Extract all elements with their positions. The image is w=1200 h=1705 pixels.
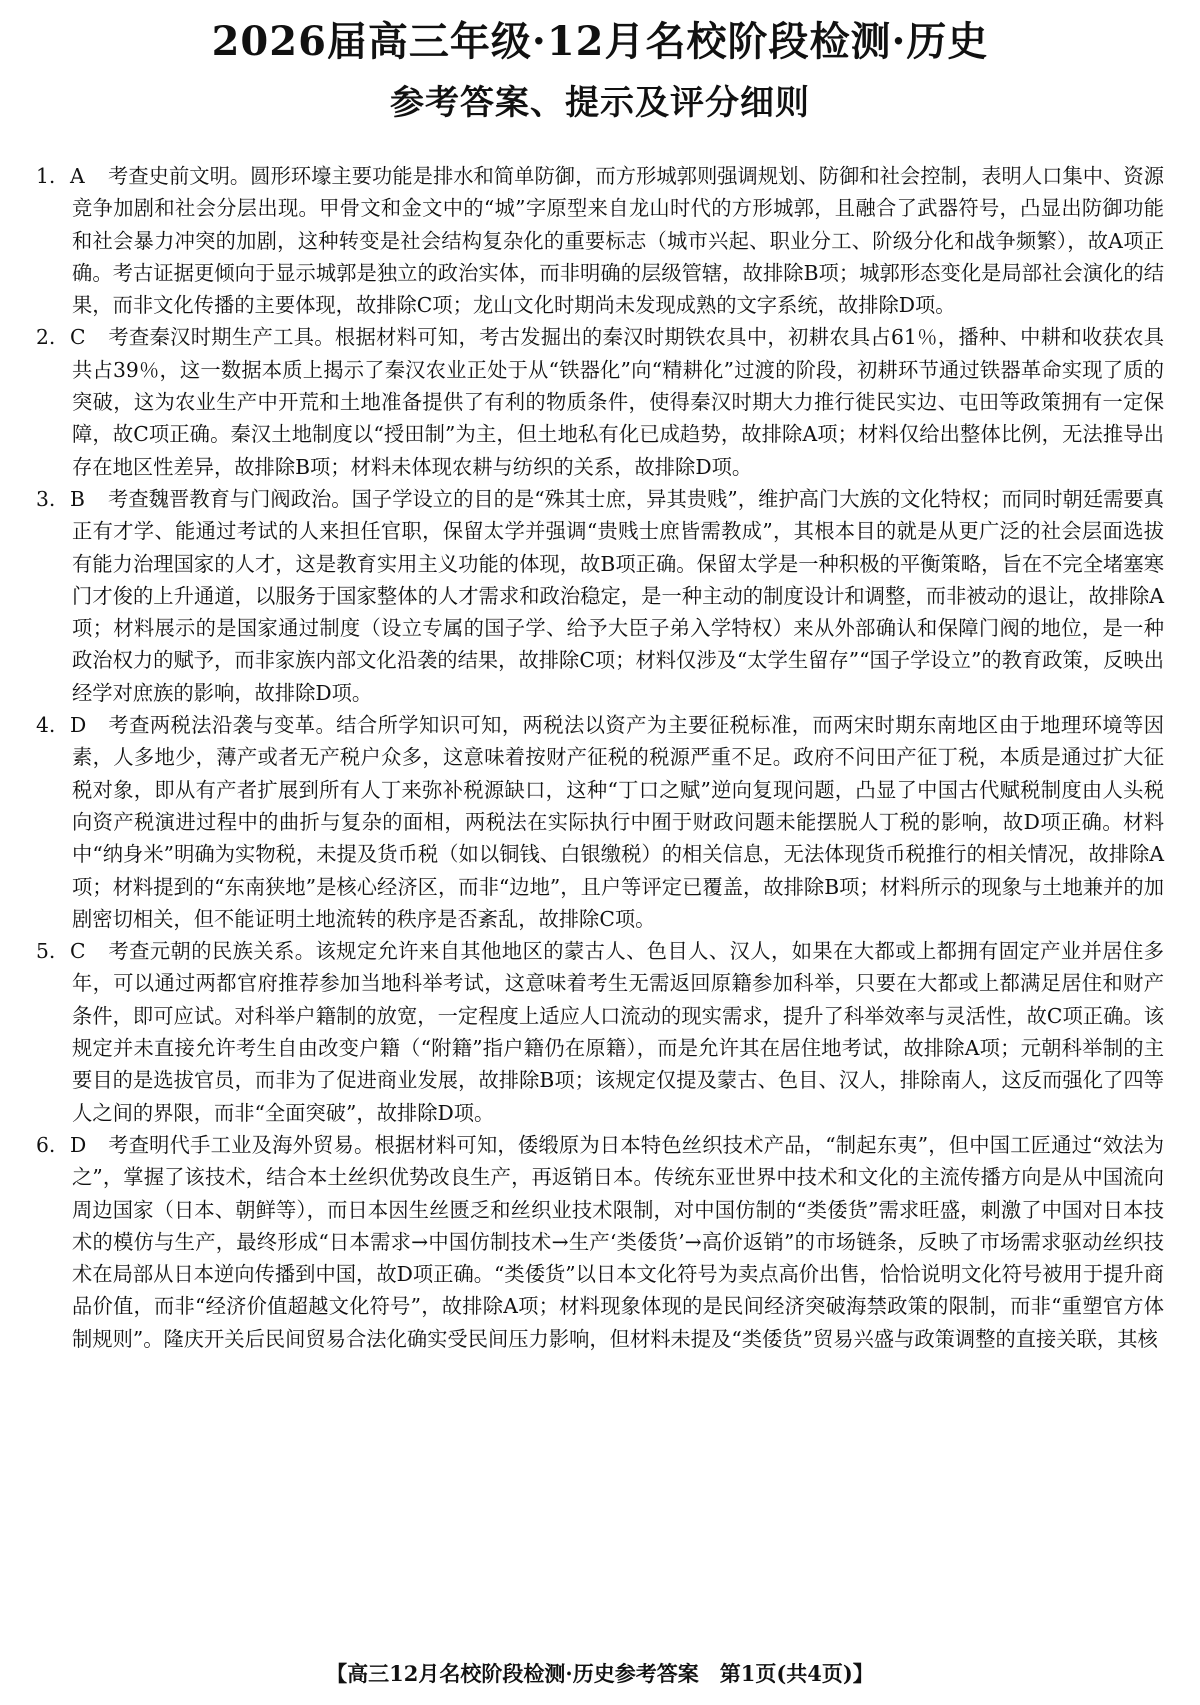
page-title: 2026届高三年级·12月名校阶段检测·历史 xyxy=(211,18,989,65)
answer-explanation: 考查史前文明。圆形环壕主要功能是排水和简单防御，而方形城郭则强调规划、防御和社会控制，表明人口集中、资源竞争加剧和社会分层出现。甲骨文和金文中的“城”字原型来自龙山时代的方形城郭，且融合了武器符号，凸显出防御功能和社会暴力冲突的加剧，这种转变是社会结构复杂化的重要标志（城市兴起、职业分工、阶级分化和战争频繁），故A项正确。考古证据更倾向于显示城郭是独立的政治实体，而非明确的层级管辖，故排除B项；城郭形态变化是局部社会演化的结果，而非文化传播的主要体现，故排除C项；龙山文化时期尚未发现成熟的文字系统，故排除D项。 xyxy=(72,164,1164,318)
answer-item-5 xyxy=(36,935,1164,1129)
answer-item-1 xyxy=(36,160,1164,321)
answer-key: D xyxy=(70,713,87,738)
answer-explanation: 考查秦汉时期生产工具。根据材料可知，考古发掘出的秦汉时期铁农具中，初耕农具占61％，播种、中耕和收获农具共占39％，这一数据本质上揭示了秦汉农业正处于从“铁器化”向“精耕化”过渡的阶段，初耕环节通过铁器革命实现了质的突破，这为农业生产中开荒和土地准备提供了有利的物质条件，使得秦汉时期大力推行徙民实边、屯田等政策拥有一定保障，故C项正确。秦汉土地制度以“授田制”为主，但土地私有化已成趋势，故排除A项；材料仅给出整体比例，无法推导出存在地区性差异，故排除B项；材料未体现农耕与纺织的关系，故排除D项。 xyxy=(72,325,1164,479)
answer-list xyxy=(36,160,1164,1355)
answer-explanation: 考查两税法沿袭与变革。结合所学知识可知，两税法以资产为主要征税标准，而两宋时期东南地区由于地理环境等因素，人多地少，薄产或者无产税户众多，这意味着按财产征税的税源严重不足。政府不问田产征丁税，本质是通过扩大征税对象，即从有产者扩展到所有人丁来弥补税源缺口，这种“丁口之赋”逆向复现问题，凸显了中国古代赋税制度由人头税向资产税演进过程中的曲折与复杂的面相，两税法在实际执行中囿于财政问题未能摆脱人丁税的影响，故D项正确。材料中“纳身米”明确为实物税，未提及货币税（如以铜钱、白银缴税）的相关信息，无法体现货币税推行的相关情况，故排除A项；材料提到的“东南狭地”是核心经济区，而非“边地”，且户等评定已覆盖，故排除B项；材料所示的现象与土地兼并的加剧密切相关，但不能证明土地流转的秩序是否紊乱，故排除C项。 xyxy=(72,713,1164,931)
answer-number: 4. xyxy=(36,713,56,738)
answer-key: D xyxy=(70,1132,87,1157)
page-footer: 【高三12月名校阶段检测·历史参考答案 第1页(共4页)】 xyxy=(326,1661,874,1686)
answer-number: 2. xyxy=(36,325,56,350)
answer-explanation: 考查魏晋教育与门阀政治。国子学设立的目的是“殊其士庶，异其贵贱”，维护高门大族的文化特权；而同时朝廷需要真正有才学、能通过考试的人来担任官职，保留太学并强调“贵贱士庶皆需教成”，其根本目的就是从更广泛的社会层面选拔有能力治理国家的人才，这是教育实用主义功能的体现，故B项正确。保留太学是一种积极的平衡策略，旨在不完全堵塞寒门才俊的上升通道，以服务于国家整体的人才需求和政治稳定，是一种主动的制度设计和调整，而非被动的退让，故排除A项；材料展示的是国家通过制度（设立专属的国子学、给予大臣子弟入学特权）来从外部确认和保障门阀的地位，是一种政治权力的赋予，而非家族内部文化沿袭的结果，故排除C项；材料仅涉及“太学生留存”“国子学设立”的教育政策，反映出经学对庶族的影响，故排除D项。 xyxy=(72,486,1164,705)
answer-number: 3. xyxy=(36,486,56,511)
answer-number: 5. xyxy=(36,939,56,964)
answer-key: C xyxy=(70,939,86,964)
answer-item-4 xyxy=(36,709,1164,935)
answer-number: 6. xyxy=(36,1132,56,1157)
answer-item-6 xyxy=(36,1129,1164,1355)
page-subtitle: 参考答案、提示及评分细则 xyxy=(390,83,810,123)
answer-explanation: 考查明代手工业及海外贸易。根据材料可知，倭缎原为日本特色丝织技术产品，“制起东夷”，但中国工匠通过“效法为之”，掌握了该技术，结合本土丝织优势改良生产，再返销日本。传统东亚世界中技术和文化的主流传播方向是从中国流向周边国家（日本、朝鲜等），而日本因生丝匮乏和丝织业技术限制，对中国仿制的“类倭货”需求旺盛，刺激了中国对日本技术的模仿与生产，最终形成“日本需求→中国仿制技术→生产‘类倭货’→高价返销”的市场链条，反映了市场需求驱动丝织技术在局部从日本逆向传播到中国，故D项正确。“类倭货”以日本文化符号为卖点高价出售，恰恰说明文化符号被用于提升商品价值，而非“经济价值超越文化符号”，故排除A项；材料现象体现的是民间经济突破海禁政策的限制，而非“重塑官方体制规则”。隆庆开关后民间贸易合法化确实受民间压力影响，但材料未提及“类倭货”贸易兴盛与政策调整的直接关联，其核 xyxy=(72,1132,1164,1351)
answer-key: B xyxy=(70,486,85,511)
answer-item-2 xyxy=(36,321,1164,482)
answer-item-3 xyxy=(36,483,1164,709)
answer-key: C xyxy=(70,325,86,350)
answer-key: A xyxy=(70,164,85,188)
answer-number: 1. xyxy=(36,164,56,188)
answer-explanation: 考查元朝的民族关系。该规定允许来自其他地区的蒙古人、色目人、汉人，如果在大都或上都拥有固定产业并居住多年，可以通过两都官府推荐参加当地科举考试，这意味着考生无需返回原籍参加科举，只要在大都或上都满足居住和财产条件，即可应试。对科举户籍制的放宽，一定程度上适应人口流动的现实需求，提升了科举效率与灵活性，故C项正确。该规定并未直接允许考生自由改变户籍（“附籍”指户籍仍在原籍），而是允许其在居住地考试，故排除A项；元朝科举制的主要目的是选拔官员，而非为了促进商业发展，故排除B项；该规定仅提及蒙古、色目、汉人，排除南人，这反而强化了四等人之间的界限，而非“全面突破”，故排除D项。 xyxy=(72,939,1164,1125)
